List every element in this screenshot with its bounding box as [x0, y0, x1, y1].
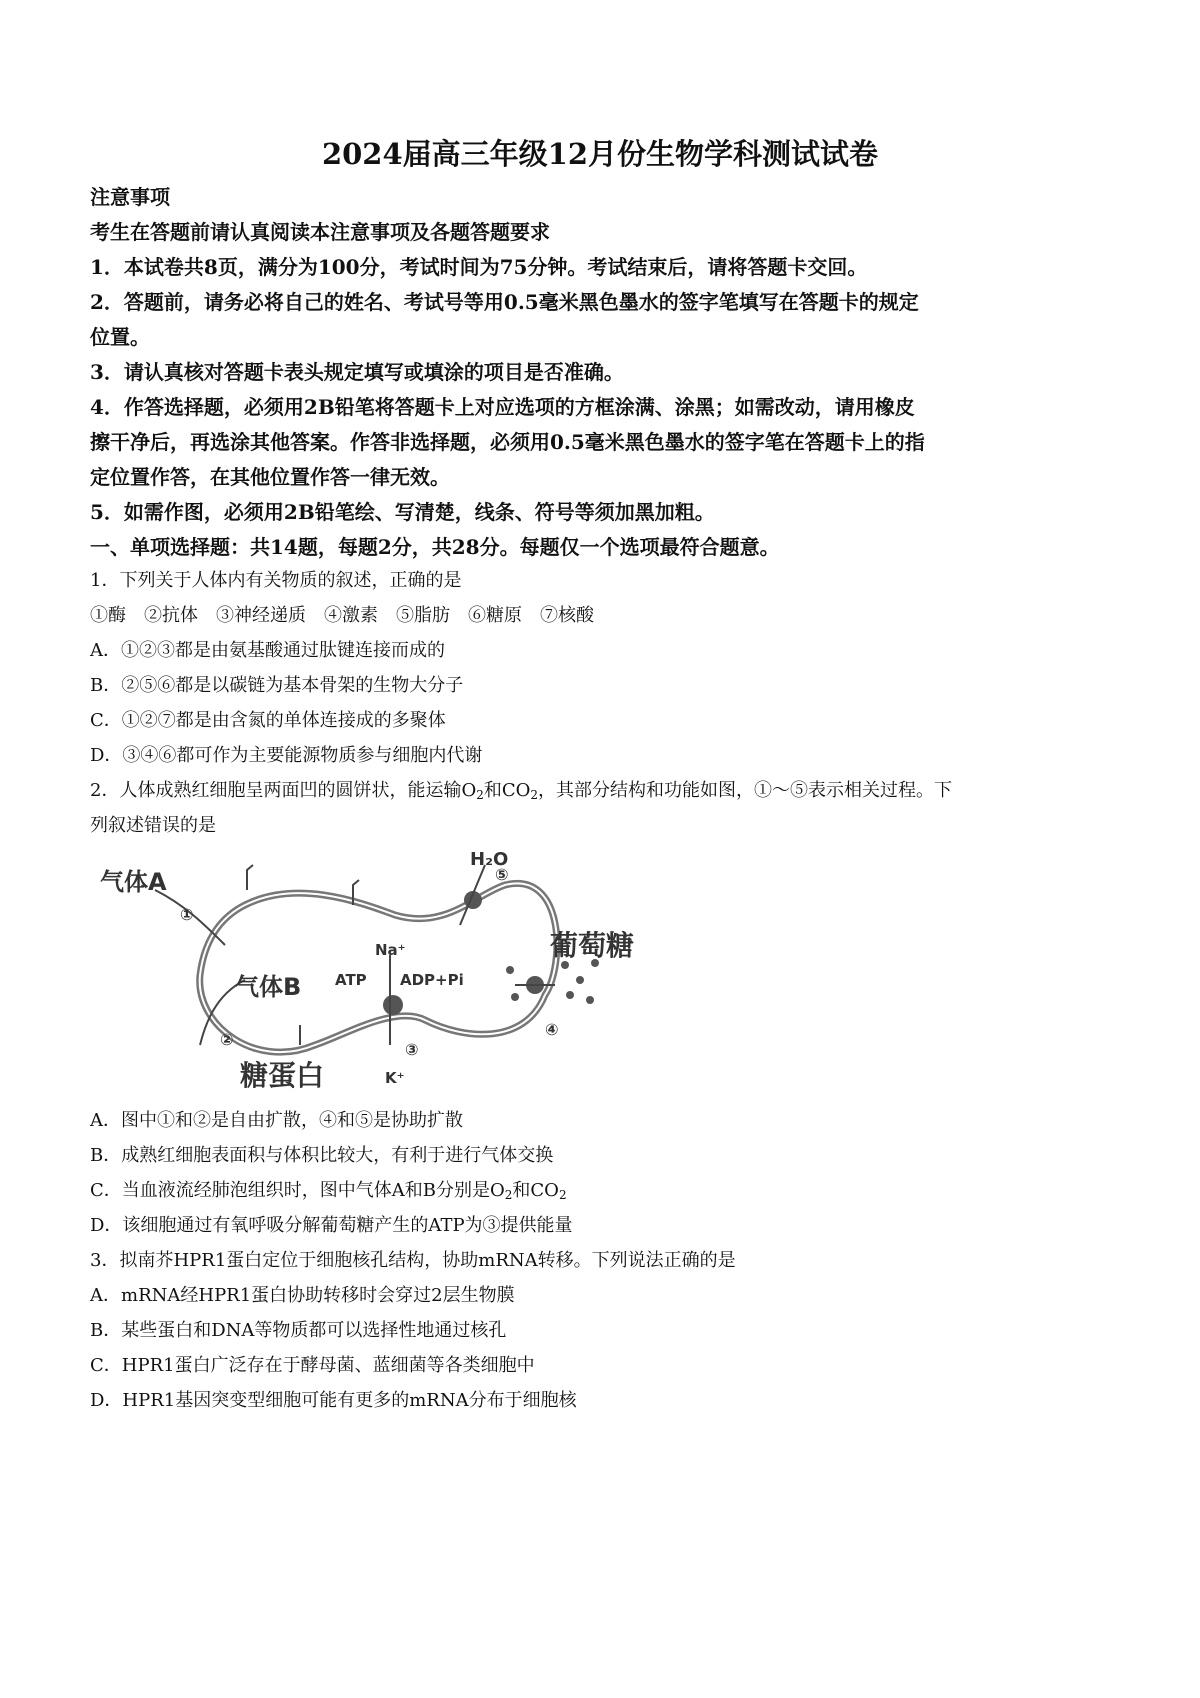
glycoprotein-label: 糖蛋白 [240, 1059, 325, 1092]
q1-list: ①酶 ②抗体 ③神经递质 ④激素 ⑤脂肪 ⑥糖原 ⑦核酸 [90, 605, 594, 626]
svg-text:ADP+Pi: ADP+Pi [400, 971, 464, 989]
svg-text:Na⁺: Na⁺ [375, 941, 406, 959]
q3-option-d: D．HPR1基因突变型细胞可能有更多的mRNA分布于细胞核 [90, 1390, 577, 1411]
notice-intro: 考生在答题前请认真阅读本注意事项及各题答题要求 [90, 220, 550, 244]
notice-item: 定位置作答，在其他位置作答一律无效。 [90, 465, 450, 489]
question-2-options [90, 1103, 1120, 1418]
svg-text:③: ③ [405, 1040, 419, 1059]
q3-option-c: C．HPR1蛋白广泛存在于酵母菌、蓝细菌等各类细胞中 [90, 1355, 535, 1376]
notice-item: 擦干净后，再选涂其他答案。作答非选择题，必须用0.5毫米黑色墨水的签字笔在答题卡上的指 [90, 430, 925, 454]
q2-option-b: B．成熟红细胞表面积与体积比较大，有利于进行气体交换 [90, 1145, 554, 1166]
svg-text:⑤: ⑤ [495, 865, 509, 884]
q1-option-a: A．①②③都是由氨基酸通过肽键连接而成的 [90, 640, 445, 661]
q1-stem: 1．下列关于人体内有关物质的叙述，正确的是 [90, 570, 462, 591]
q1-option-b: B．②⑤⑥都是以碳链为基本骨架的生物大分子 [90, 675, 464, 696]
question-1 [90, 563, 1120, 843]
svg-text:①: ① [180, 905, 194, 924]
red-blood-cell-diagram [95, 845, 675, 1095]
q3-stem: 3．拟南芥HPR1蛋白定位于细胞核孔结构，协助mRNA转移。下列说法正确的是 [90, 1250, 736, 1271]
q3-option-b: B．某些蛋白和DNA等物质都可以选择性地通过核孔 [90, 1320, 507, 1341]
svg-text:ATP: ATP [335, 971, 367, 989]
section-heading: 一、单项选择题：共14题，每题2分，共28分。每题仅一个选项最符合题意。 [90, 535, 780, 559]
h2o-label: H₂O [470, 849, 509, 870]
notice-item: 位置。 [90, 325, 150, 349]
notice-item: 3．请认真核对答题卡表头规定填写或填涂的项目是否准确。 [90, 360, 624, 384]
q2-option-c: C．当血液流经肺泡组织时，图中气体A和B分别是$O_2$和$CO_2$ [90, 1180, 567, 1202]
gas-b-label: 气体B [235, 973, 302, 1001]
svg-text:K⁺: K⁺ [385, 1069, 405, 1087]
q2-option-d: D．该细胞通过有氧呼吸分解葡萄糖产生的ATP为③提供能量 [90, 1215, 573, 1236]
notice-item: 5．如需作图，必须用2B铅笔绘、写清楚，线条、符号等须加黑加粗。 [90, 500, 715, 524]
q1-option-d: D．③④⑥都可作为主要能源物质参与细胞内代谢 [90, 745, 483, 766]
notice-item: 2．答题前，请务必将自己的姓名、考试号等用0.5毫米黑色墨水的签字笔填写在答题卡的规定 [90, 290, 919, 314]
notice-heading: 注意事项 [90, 185, 170, 209]
svg-text:④: ④ [545, 1020, 559, 1039]
gas-a-label: 气体A [100, 868, 167, 896]
q3-option-a: A．mRNA经HPR1蛋白协助转移时会穿过2层生物膜 [90, 1285, 515, 1306]
notice-section [90, 180, 1120, 565]
notice-item: 4．作答选择题，必须用2B铅笔将答题卡上对应选项的方框涂满、涂黑；如需改动，请用橡皮 [90, 395, 915, 419]
q2-stem: 2．人体成熟红细胞呈两面凹的圆饼状，能运输$O_2$和$CO_2$，其部分结构和功能如图，①～⑤表示相关过程。下 [90, 780, 953, 802]
page-title: 2024届高三年级12月份生物学科测试试卷 [321, 137, 879, 171]
glucose-label: 葡萄糖 [550, 929, 635, 962]
svg-text:②: ② [220, 1030, 234, 1049]
notice-item: 1．本试卷共8页，满分为100分，考试时间为75分钟。考试结束后，请将答题卡交回。 [90, 255, 868, 279]
q2-option-a: A．图中①和②是自由扩散，④和⑤是协助扩散 [90, 1110, 463, 1131]
q2-stem-cont: 列叙述错误的是 [90, 815, 216, 836]
q1-option-c: C．①②⑦都是由含氮的单体连接成的多聚体 [90, 710, 446, 731]
pump-protein [383, 995, 403, 1015]
